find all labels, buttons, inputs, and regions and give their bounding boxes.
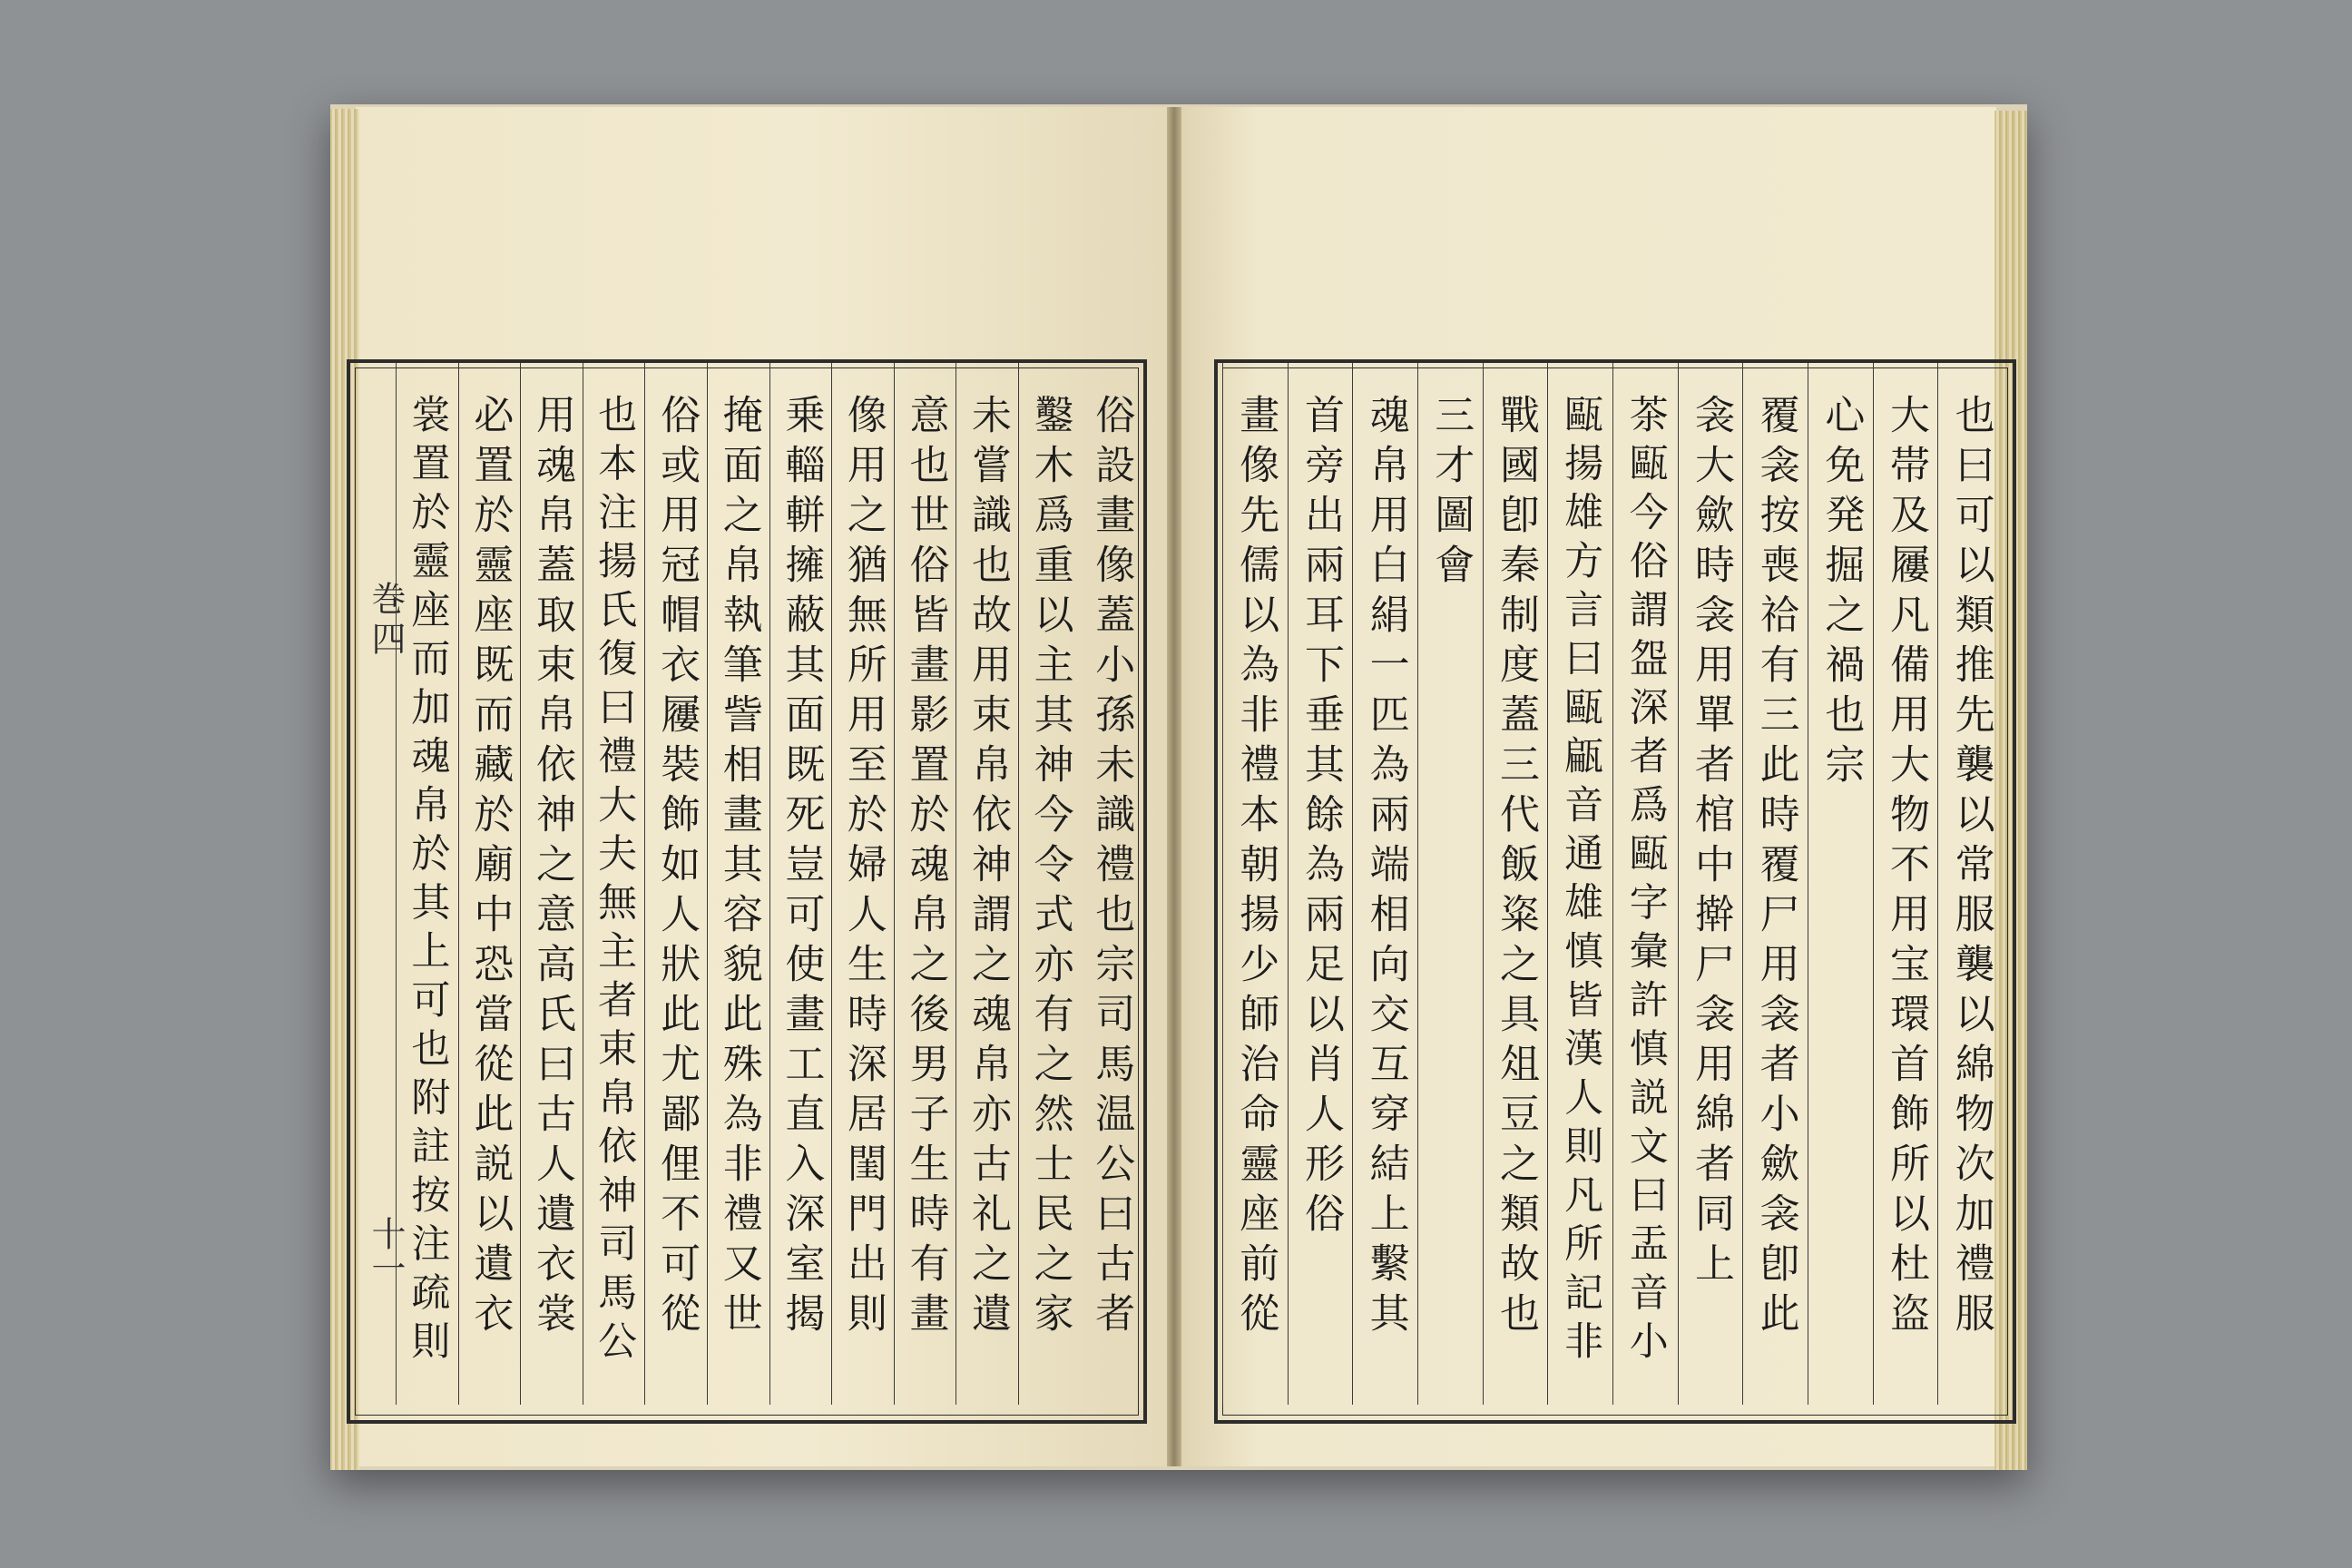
- column-text: 必置於靈座既而藏於廟中恐當從此説以遺衣: [466, 394, 514, 1342]
- column-text: 未嘗識也故用束帛依神謂之魂帛亦古礼之遺: [965, 394, 1012, 1342]
- text-column: [769, 363, 832, 1405]
- left-columns: [396, 363, 1142, 1405]
- column-text: 衾大歛時衾用單者棺中擀尸衾用綿者同上: [1687, 394, 1734, 1292]
- text-column: [583, 363, 645, 1405]
- column-text: 俗或用冠帽衣屨裝飾如人狀此尤鄙俚不可從: [653, 394, 701, 1342]
- column-text: 掩面之帛執筆訾相畫其容貌此殊為非禮又世: [715, 394, 762, 1342]
- text-column: [458, 363, 521, 1405]
- text-column: [1222, 363, 1288, 1405]
- text-column: [1483, 363, 1548, 1405]
- column-text: 覆衾按喪祫有三此時覆尸用衾者小歛衾卽此: [1752, 394, 1799, 1342]
- text-column: [1937, 363, 2003, 1405]
- text-column: [644, 363, 707, 1405]
- column-text: 也曰可以類推先襲以常服襲以綿物次加禮服: [1947, 394, 1994, 1342]
- column-text: 鑿木爲重以主其神今令式亦有之然士民之家: [1026, 394, 1073, 1342]
- column-text: 心免発掘之禍也宗: [1818, 394, 1865, 793]
- volume-label: 巻四: [366, 581, 406, 661]
- text-column: [894, 363, 956, 1405]
- text-column: [831, 363, 894, 1405]
- text-column: [1808, 363, 1873, 1405]
- column-text: 像用之猶無所用至於婦人生時深居閨門出則: [839, 394, 887, 1342]
- text-column: [1080, 363, 1142, 1405]
- column-text: 魂帛用白絹一匹為兩端相向交互穿結上繫其: [1362, 394, 1409, 1342]
- text-column: [1018, 363, 1081, 1405]
- column-text: 大帯及屨凡備用大物不用宝環首飾所以杜盗: [1882, 394, 1929, 1342]
- book-gutter: [1167, 107, 1181, 1466]
- text-column: [1288, 363, 1353, 1405]
- text-column: [1678, 363, 1743, 1405]
- text-column: [1873, 363, 1938, 1405]
- text-column: [1352, 363, 1417, 1405]
- text-column: [707, 363, 769, 1405]
- text-column: [956, 363, 1018, 1405]
- column-text: 三才圖會: [1427, 394, 1475, 593]
- column-text: 畫像先儒以為非禮本朝揚少師治命靈座前從: [1232, 394, 1279, 1342]
- column-text: 俗設畫像蓋小孫未識禮也宗司馬温公曰古者: [1088, 394, 1135, 1342]
- column-text: 意也世俗皆畫影置於魂帛之後男子生時有畫: [902, 394, 949, 1342]
- page-number: 十一: [366, 1216, 406, 1285]
- column-text: 用魂帛蓋取束帛依神之意高氏曰古人遺衣裳: [529, 394, 575, 1342]
- column-text: 也本注揚氏復曰禮大夫無主者束帛依神司馬公: [592, 394, 638, 1369]
- text-column: [1547, 363, 1612, 1405]
- column-text: 戰國卽秦制度蓋三代飯粢之具俎豆之類故也: [1492, 394, 1539, 1342]
- text-column: [1742, 363, 1808, 1405]
- text-column: [520, 363, 583, 1405]
- text-column: [1417, 363, 1483, 1405]
- right-columns: [1222, 363, 2003, 1405]
- column-text: 茶甌今俗謂盌深者爲甌字彙許慎説文曰盂音小: [1622, 394, 1669, 1369]
- column-text: 裳置於靈座而加魂帛於其上可也附註按注疏則: [405, 394, 451, 1369]
- column-text: 首旁出兩耳下垂其餘為兩足以肖人形俗: [1297, 394, 1344, 1242]
- text-column: [396, 363, 458, 1405]
- column-text: 甌揚雄方言曰甌甂音通雄慎皆漢人則凡所記非: [1558, 394, 1604, 1369]
- text-column: [1612, 363, 1678, 1405]
- column-text: 乗輜軿擁蔽其面既死豈可使畫工直入深室揭: [778, 394, 825, 1342]
